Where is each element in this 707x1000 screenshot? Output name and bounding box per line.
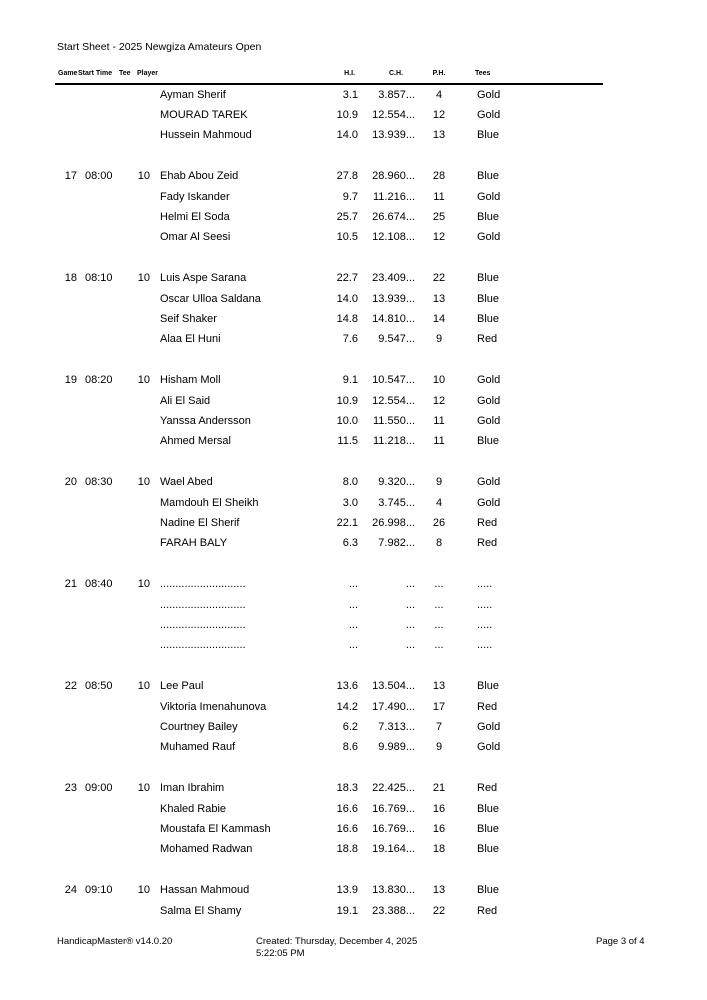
playing-handicap: 16: [432, 802, 446, 815]
tees-color: .....: [477, 639, 493, 652]
col-header-player: Player: [137, 70, 159, 77]
table-row: [0, 840, 707, 860]
table-row: [0, 309, 707, 329]
start-time: 08:50: [85, 680, 113, 693]
game-number: 18: [64, 272, 77, 285]
game-group: [0, 85, 707, 146]
game-group: [0, 575, 707, 656]
col-header-hi: H.I.: [344, 70, 355, 77]
playing-handicap: 9: [435, 333, 443, 346]
col-header-ph: P.H.: [432, 70, 446, 77]
handicap-index: 16.6: [336, 802, 358, 815]
tees-color: Gold: [477, 231, 501, 244]
playing-handicap: 10: [432, 374, 446, 387]
course-handicap: 19.164...: [372, 843, 415, 856]
player-name: Salma El Shamy: [160, 904, 242, 917]
playing-handicap: 22: [432, 904, 446, 917]
table-row: [0, 126, 707, 146]
handicap-index: 11.5: [337, 435, 358, 448]
handicap-index: 13.9: [336, 884, 358, 897]
table-row: [0, 717, 707, 737]
tees-color: Blue: [477, 843, 500, 856]
course-handicap: 14.810...: [372, 312, 415, 325]
playing-handicap: 18: [432, 843, 446, 856]
handicap-index: 14.0: [336, 292, 358, 305]
playing-handicap: 9: [435, 741, 443, 754]
table-row: [0, 473, 707, 493]
tees-color: Red: [477, 782, 498, 795]
tees-color: .....: [477, 598, 493, 611]
handicap-index: 3.0: [342, 496, 358, 509]
start-time: 08:30: [85, 476, 113, 489]
course-handicap: ...: [405, 598, 415, 611]
start-time: 09:00: [85, 782, 113, 795]
handicap-index: 10.0: [336, 414, 358, 427]
tees-color: Gold: [477, 414, 501, 427]
course-handicap: 3.857...: [378, 88, 415, 101]
tees-color: Blue: [477, 312, 500, 325]
tee-number: 10: [137, 476, 150, 489]
playing-handicap: 12: [432, 394, 446, 407]
col-header-ch: C.H.: [389, 70, 403, 77]
playing-handicap: 26: [432, 516, 446, 529]
player-name: Omar Al Seesi: [160, 231, 231, 244]
table-row: [0, 738, 707, 758]
table-row: [0, 391, 707, 411]
table-row: [0, 513, 707, 533]
playing-handicap: 21: [432, 782, 446, 795]
game-group: [0, 677, 707, 758]
tees-color: Gold: [477, 394, 501, 407]
tees-color: Red: [477, 700, 498, 713]
playing-handicap: 16: [432, 822, 446, 835]
playing-handicap: 12: [432, 108, 446, 121]
col-header-tees: Tees: [475, 70, 491, 77]
tees-color: Blue: [477, 272, 500, 285]
handicap-index: 14.0: [336, 129, 358, 142]
handicap-index: 22.1: [336, 516, 358, 529]
course-handicap: 11.216...: [373, 190, 415, 203]
playing-handicap: ...: [434, 639, 444, 652]
tees-color: Blue: [477, 292, 500, 305]
game-group: [0, 371, 707, 452]
start-time: 09:10: [85, 884, 113, 897]
course-handicap: ...: [405, 578, 415, 591]
footer-page-indicator: Page 3 of 4: [596, 936, 645, 947]
playing-handicap: 13: [432, 680, 446, 693]
course-handicap: ...: [405, 618, 415, 631]
course-handicap: 12.554...: [372, 394, 415, 407]
playing-handicap: 17: [432, 700, 446, 713]
player-name: Wael Abed: [160, 476, 213, 489]
playing-handicap: 9: [435, 476, 443, 489]
col-header-tee: Tee: [119, 70, 131, 77]
table-row: [0, 493, 707, 513]
handicap-index: 14.8: [336, 312, 358, 325]
tees-color: Gold: [477, 741, 501, 754]
player-name: Ahmed Mersal: [160, 435, 231, 448]
player-name: Courtney Bailey: [160, 720, 238, 733]
table-row: [0, 575, 707, 595]
handicap-index: ...: [348, 598, 358, 611]
footer-created: [256, 936, 417, 960]
start-time: 08:00: [85, 170, 113, 183]
course-handicap: 28.960...: [372, 170, 415, 183]
course-handicap: 13.504...: [372, 680, 415, 693]
table-row: [0, 595, 707, 615]
playing-handicap: 4: [435, 88, 443, 101]
playing-handicap: 11: [433, 435, 445, 448]
table-row: [0, 228, 707, 248]
tees-color: Red: [477, 904, 498, 917]
game-group: [0, 881, 707, 922]
table-row: [0, 697, 707, 717]
player-name: Yanssa Andersson: [160, 414, 251, 427]
course-handicap: 12.554...: [372, 108, 415, 121]
table-row: [0, 289, 707, 309]
course-handicap: 26.674...: [372, 210, 415, 223]
tee-number: 10: [137, 680, 150, 693]
tees-color: Red: [477, 537, 498, 550]
col-header-game: Game: [58, 70, 78, 77]
game-group: [0, 269, 707, 350]
course-handicap: 23.409...: [372, 272, 415, 285]
tee-number: 10: [137, 272, 150, 285]
player-name: Viktoria Imenahunova: [160, 700, 267, 713]
table-row: [0, 105, 707, 125]
playing-handicap: 11: [433, 414, 445, 427]
tees-color: .....: [477, 578, 493, 591]
tees-color: Gold: [477, 496, 501, 509]
handicap-index: 6.3: [342, 537, 358, 550]
game-number: 21: [64, 578, 77, 591]
course-handicap: 13.939...: [372, 292, 415, 305]
player-name: MOURAD TAREK: [160, 108, 248, 121]
tees-color: Red: [477, 516, 498, 529]
player-name: Mohamed Radwan: [160, 843, 253, 856]
playing-handicap: 13: [432, 129, 446, 142]
player-name: Ehab Abou Zeid: [160, 170, 239, 183]
footer-created-date: Created: Thursday, December 4, 2025: [256, 936, 418, 947]
tees-color: .....: [477, 618, 493, 631]
table-row: [0, 269, 707, 289]
game-number: 23: [64, 782, 77, 795]
handicap-index: 6.2: [342, 720, 358, 733]
start-time: 08:20: [85, 374, 113, 387]
table-row: [0, 330, 707, 350]
playing-handicap: 14: [432, 312, 446, 325]
course-handicap: 10.547...: [372, 374, 415, 387]
course-handicap: ...: [405, 639, 415, 652]
playing-handicap: 28: [432, 170, 446, 183]
table-body: [0, 85, 707, 942]
game-group: [0, 167, 707, 248]
handicap-index: ...: [348, 639, 358, 652]
tees-color: Gold: [477, 108, 501, 121]
course-handicap: 13.830...: [372, 884, 415, 897]
game-group: [0, 473, 707, 554]
tees-color: Blue: [477, 884, 500, 897]
playing-handicap: 22: [432, 272, 446, 285]
tees-color: Gold: [477, 190, 501, 203]
player-name: Muhamed Rauf: [160, 741, 236, 754]
handicap-index: 27.8: [336, 170, 358, 183]
table-row: [0, 819, 707, 839]
handicap-index: 10.9: [336, 108, 358, 121]
playing-handicap: 12: [432, 231, 446, 244]
course-handicap: 12.108...: [372, 231, 415, 244]
table-row: [0, 901, 707, 921]
player-name: Luis Aspe Sarana: [160, 272, 247, 285]
player-name: Hassan Mahmoud: [160, 884, 250, 897]
player-name: ............................: [160, 578, 246, 591]
handicap-index: ...: [348, 578, 358, 591]
playing-handicap: 8: [435, 537, 443, 550]
handicap-index: 19.1: [336, 904, 358, 917]
playing-handicap: 11: [433, 190, 445, 203]
table-row: [0, 187, 707, 207]
course-handicap: 16.769...: [372, 802, 415, 815]
course-handicap: 11.550...: [373, 414, 415, 427]
handicap-index: 9.7: [342, 190, 358, 203]
page-title: Start Sheet - 2025 Newgiza Amateurs Open: [57, 41, 262, 53]
course-handicap: 26.998...: [372, 516, 415, 529]
table-row: [0, 534, 707, 554]
handicap-index: 18.8: [336, 843, 358, 856]
handicap-index: 8.6: [342, 741, 358, 754]
table-row: [0, 371, 707, 391]
player-name: Ali El Said: [160, 394, 211, 407]
course-handicap: 23.388...: [372, 904, 415, 917]
player-name: Lee Paul: [160, 680, 204, 693]
tees-color: Gold: [477, 476, 501, 489]
table-row: [0, 677, 707, 697]
course-handicap: 9.320...: [378, 476, 415, 489]
player-name: Moustafa El Kammash: [160, 822, 271, 835]
table-row: [0, 411, 707, 431]
handicap-index: 25.7: [336, 210, 358, 223]
player-name: Nadine El Sherif: [160, 516, 240, 529]
course-handicap: 7.982...: [378, 537, 415, 550]
table-row: [0, 85, 707, 105]
playing-handicap: 25: [432, 210, 446, 223]
tee-number: 10: [137, 374, 150, 387]
player-name: Iman Ibrahim: [160, 782, 225, 795]
handicap-index: ...: [348, 618, 358, 631]
table-row: [0, 799, 707, 819]
tees-color: Blue: [477, 210, 500, 223]
start-time: 08:40: [85, 578, 113, 591]
tee-number: 10: [137, 578, 150, 591]
player-name: Mamdouh El Sheikh: [160, 496, 259, 509]
playing-handicap: 13: [432, 292, 446, 305]
player-name: Seif Shaker: [160, 312, 217, 325]
handicap-index: 18.3: [336, 782, 358, 795]
tees-color: Blue: [477, 802, 500, 815]
handicap-index: 8.0: [342, 476, 358, 489]
table-row: [0, 881, 707, 901]
player-name: Khaled Rabie: [160, 802, 227, 815]
player-name: Alaa El Huni: [160, 333, 221, 346]
table-row: [0, 167, 707, 187]
handicap-index: 10.5: [336, 231, 358, 244]
tees-color: Gold: [477, 88, 501, 101]
player-name: Oscar Ulloa Saldana: [160, 292, 261, 305]
course-handicap: 9.989...: [378, 741, 415, 754]
player-name: Fady Iskander: [160, 190, 230, 203]
course-handicap: 16.769...: [372, 822, 415, 835]
table-row: [0, 779, 707, 799]
handicap-index: 10.9: [336, 394, 358, 407]
table-row: [0, 207, 707, 227]
course-handicap: 3.745...: [378, 496, 415, 509]
game-group: [0, 779, 707, 860]
player-name: FARAH BALY: [160, 537, 228, 550]
col-header-start-time: Start Time: [78, 70, 113, 77]
playing-handicap: ...: [434, 598, 444, 611]
player-name: Helmi El Soda: [160, 210, 230, 223]
tees-color: Red: [477, 333, 498, 346]
playing-handicap: ...: [434, 618, 444, 631]
playing-handicap: ...: [434, 578, 444, 591]
player-name: ............................: [160, 618, 246, 631]
tees-color: Gold: [477, 720, 501, 733]
playing-handicap: 13: [432, 884, 446, 897]
tee-number: 10: [137, 170, 150, 183]
tee-number: 10: [137, 782, 150, 795]
footer-created-time: 5:22:05 PM: [256, 948, 305, 959]
handicap-index: 14.2: [336, 700, 358, 713]
game-number: 19: [64, 374, 77, 387]
player-name: ............................: [160, 598, 246, 611]
playing-handicap: 4: [435, 496, 443, 509]
game-number: 20: [64, 476, 77, 489]
tees-color: Blue: [477, 170, 500, 183]
handicap-index: 13.6: [336, 680, 358, 693]
handicap-index: 7.6: [342, 333, 358, 346]
table-row: [0, 615, 707, 635]
tees-color: Blue: [477, 822, 500, 835]
handicap-index: 22.7: [336, 272, 358, 285]
tees-color: Gold: [477, 374, 501, 387]
player-name: ............................: [160, 639, 246, 652]
tees-color: Blue: [477, 435, 500, 448]
table-row: [0, 432, 707, 452]
course-handicap: 17.490...: [372, 700, 415, 713]
tees-color: Blue: [477, 129, 500, 142]
handicap-index: 3.1: [342, 88, 358, 101]
table-header-row: [0, 69, 707, 79]
game-number: 17: [64, 170, 77, 183]
tees-color: Blue: [477, 680, 500, 693]
course-handicap: 7.313...: [378, 720, 415, 733]
handicap-index: 9.1: [342, 374, 358, 387]
course-handicap: 13.939...: [372, 129, 415, 142]
player-name: Hisham Moll: [160, 374, 221, 387]
table-row: [0, 636, 707, 656]
footer-app-version: HandicapMaster® v14.0.20: [57, 936, 173, 947]
playing-handicap: 7: [435, 720, 443, 733]
player-name: Hussein Mahmoud: [160, 129, 252, 142]
game-number: 24: [64, 884, 77, 897]
start-time: 08:10: [85, 272, 113, 285]
course-handicap: 9.547...: [378, 333, 415, 346]
player-name: Ayman Sherif: [160, 88, 226, 101]
game-number: 22: [64, 680, 77, 693]
course-handicap: 11.218...: [373, 435, 415, 448]
handicap-index: 16.6: [336, 822, 358, 835]
tee-number: 10: [137, 884, 150, 897]
course-handicap: 22.425...: [372, 782, 415, 795]
